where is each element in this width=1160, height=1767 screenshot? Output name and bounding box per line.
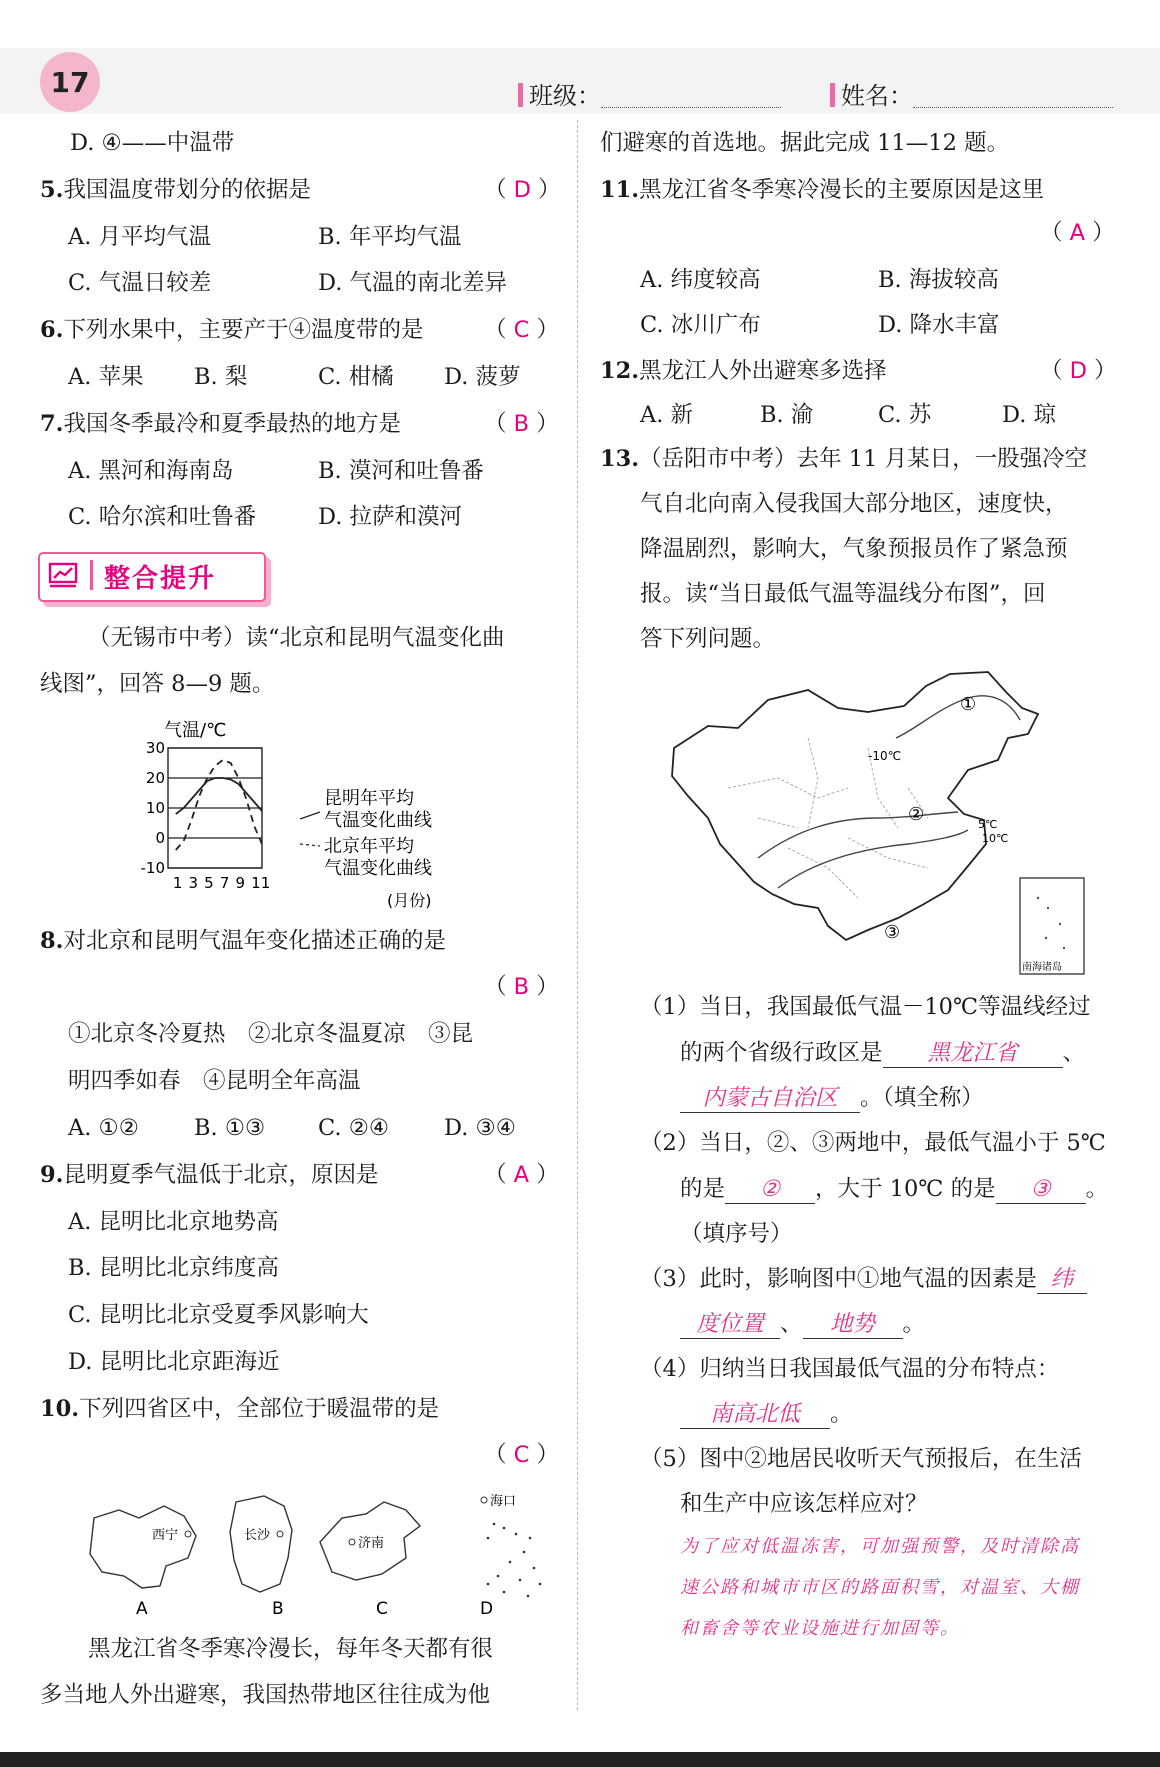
class-blank[interactable] [601, 87, 781, 108]
legend-kunming-line1: 昆明年平均 [324, 788, 414, 809]
q11-stem [600, 175, 1044, 205]
x-tick-label: 1 [172, 874, 183, 892]
q12-answer-bracket: （ D ） [1040, 358, 1117, 384]
q13-sub1-line1: （1）当日，我国最低气温－10℃等温线经过 [640, 994, 1091, 1020]
y-tick-label: 20 [145, 769, 165, 787]
q11-option-a: A. 纬度较高 [640, 267, 761, 293]
q8-stem [40, 926, 446, 956]
city-label-c: 济南 [358, 1536, 385, 1551]
q11-option-b: B. 海拔较高 [878, 267, 999, 293]
q10-stem [40, 1394, 439, 1424]
beijing-series-line [176, 760, 262, 850]
q13-sub5-answer-line1: 为了应对低温冻害，可加强预警，及时清除高 [680, 1536, 1080, 1557]
x-tick-label: 3 [188, 874, 199, 892]
province-map-b[interactable] [230, 1496, 292, 1619]
q8-answer-bracket: （ B ） [484, 974, 559, 1000]
q7-num: 7. [40, 411, 64, 437]
q13-sub2-line3: （填序号） [680, 1221, 793, 1247]
province-map-c[interactable] [320, 1502, 420, 1619]
q7-option-d: D. 拉萨和漠河 [318, 504, 463, 530]
map-letter-a: A [136, 1599, 148, 1619]
q13-sub2-blank2[interactable] [996, 1175, 1086, 1204]
q6-answer: C [513, 317, 530, 343]
q8-option-a: A. ①② [68, 1115, 139, 1141]
isotherm-label-5: 5℃ [978, 818, 998, 831]
temperature-chart [140, 716, 460, 916]
q13-sub2-line2 [680, 1174, 1108, 1204]
q13-sub2-answer2: ③ [1030, 1176, 1051, 1202]
city-marker-a [185, 1531, 191, 1537]
q13-sub5-line2: 和生产中应该怎样应对？ [680, 1491, 928, 1517]
legend-beijing-line2: 气温变化曲线 [324, 858, 432, 879]
q7-stem [40, 409, 401, 439]
q11-option-c: C. 冰川广布 [640, 312, 761, 338]
q8-text: 对北京和昆明气温年变化描述正确的是 [63, 928, 447, 954]
q7-answer: B [513, 411, 530, 437]
q13-sub1-answer1: 黑龙江省 [927, 1040, 1018, 1066]
map-letter-b: B [272, 1599, 284, 1619]
province-map-a[interactable] [90, 1506, 196, 1619]
china-outline [672, 672, 1038, 940]
class-bar [518, 83, 523, 107]
name-field[interactable] [830, 76, 1113, 111]
q13-sub1-blank1[interactable] [883, 1039, 1063, 1068]
q13-sub4-line2 [680, 1399, 853, 1429]
q13-num: 13. [600, 446, 640, 472]
q4-option-d: D. ④——中温带 [70, 130, 235, 156]
q8-option-b: B. ①③ [194, 1115, 266, 1141]
q13-sub2-mid: ，大于 10℃ 的是 [815, 1176, 996, 1202]
x-tick-label: 9 [235, 874, 246, 892]
q13-sub2-line1: （2）当日，②、③两地中，最低气温小于 5℃ [640, 1130, 1106, 1156]
q13-sub3-answer1b: 度位置 [696, 1311, 764, 1337]
q13-sub5-answer-line2: 速公路和城市市区的路面积雪，对温室、大棚 [680, 1577, 1080, 1598]
beijing-legend-leader [300, 844, 320, 846]
q13-sub3-blank1a[interactable] [1037, 1265, 1087, 1294]
q13-sub2-blank1[interactable] [725, 1175, 815, 1204]
q13-sub4-answer: 南高北低 [709, 1401, 800, 1427]
q13-line2: 气自北向南入侵我国大部分地区，速度快， [640, 491, 1068, 517]
q6-answer-bracket: （ C ） [484, 317, 560, 343]
q10-num: 10. [40, 1396, 80, 1422]
q6-option-b: B. 梨 [194, 364, 248, 390]
q6-option-c: C. 柑橘 [318, 364, 394, 390]
column-divider [577, 120, 578, 1710]
q5-num: 5. [40, 177, 64, 203]
china-isotherm-map [668, 668, 1092, 980]
q13-sub5-line1: （5）图中②地居民收听天气预报后，在生活 [640, 1446, 1082, 1472]
q9-answer: A [513, 1162, 530, 1188]
chart-xlabel: (月份) [387, 891, 432, 910]
passage-line1: 黑龙江省冬季寒冷漫长，每年冬天都有很 [88, 1636, 494, 1662]
q13-sub5-answer-line3: 和畜舍等农业设施进行加固等。 [680, 1618, 960, 1639]
q10-answer-bracket: （ C ） [484, 1442, 560, 1468]
q13-sub1-blank2[interactable] [680, 1084, 860, 1113]
q13-sub1-line2 [680, 1038, 1085, 1068]
x-tick-label: 11 [251, 874, 271, 892]
q13-sub3-sep: 、 [780, 1311, 803, 1337]
q8-answer: B [513, 974, 530, 1000]
q11-answer: A [1069, 220, 1086, 246]
y-tick-label: 0 [155, 829, 165, 847]
map-letter-c: C [376, 1599, 388, 1619]
q5-stem [40, 175, 311, 205]
q13-line5: 答下列问题。 [640, 626, 776, 652]
q8-9-intro-line2: 线图”，回答 8—9 题。 [40, 671, 275, 697]
q7-option-a: A. 黑河和海南岛 [68, 458, 234, 484]
q10-answer: C [513, 1442, 530, 1468]
q8-items-line1: ①北京冬冷夏热 ②北京冬温夏凉 ③昆 [68, 1021, 474, 1047]
city-marker-b [277, 1531, 283, 1537]
q13-line3: 降温剧烈，影响大，气象预报员作了紧急预 [640, 536, 1068, 562]
isotherm-label-10: 10℃ [982, 832, 1009, 845]
q6-option-a: A. 苹果 [68, 364, 144, 390]
q5-text: 我国温度带划分的依据是 [63, 177, 312, 203]
q5-answer-bracket: （ D ） [484, 177, 561, 203]
q11-text: 黑龙江省冬季寒冷漫长的主要原因是这里 [639, 177, 1045, 203]
class-label: 班级： [529, 82, 601, 110]
chart-icon [48, 561, 78, 589]
q13-sub3-text: （3）此时，影响图中①地气温的因素是 [640, 1266, 1037, 1292]
section-banner [38, 552, 266, 602]
y-tick-label: 30 [145, 739, 165, 757]
q8-option-c: C. ②④ [318, 1115, 390, 1141]
q13-sub2-pre: 的是 [680, 1176, 726, 1202]
q13-sub2-end: 。 [1085, 1176, 1109, 1202]
banner-title: 整合提升 [104, 564, 217, 594]
q12-num: 12. [600, 358, 640, 384]
q13-sub1-line3 [680, 1083, 984, 1113]
q12-stem [600, 356, 887, 386]
x-tick-label: 7 [219, 874, 230, 892]
province-map-d[interactable] [480, 1494, 541, 1619]
q9-option-b: B. 昆明比北京纬度高 [68, 1255, 279, 1281]
q13-sub1-sep: 、 [1062, 1040, 1086, 1066]
class-field[interactable] [518, 76, 781, 111]
q13-line1 [600, 444, 1087, 474]
q12-text: 黑龙江人外出避寒多选择 [639, 358, 887, 384]
q13-sub3-blank1b[interactable] [680, 1310, 780, 1339]
q6-num: 6. [40, 317, 64, 343]
q9-text: 昆明夏季气温低于北京，原因是 [63, 1162, 379, 1188]
q5-option-c: C. 气温日较差 [68, 270, 212, 296]
q13-sub1-tail: 。（填全称） [860, 1085, 984, 1111]
q13-sub3-answer1a: 纬 [1050, 1266, 1074, 1292]
map-point-2: ② [908, 804, 925, 825]
q12-answer: D [1069, 358, 1087, 384]
city-label-b: 长沙 [244, 1528, 271, 1543]
q9-option-a: A. 昆明比北京地势高 [68, 1209, 279, 1235]
q6-option-d: D. 菠萝 [444, 364, 521, 390]
province-maps [84, 1488, 564, 1618]
q10-text: 下列四省区中，全部位于暖温带的是 [79, 1396, 440, 1422]
south-sea-inset [1020, 878, 1084, 974]
q7-answer-bracket: （ B ） [484, 411, 559, 437]
q11-num: 11. [600, 177, 640, 203]
q13-sub3-answer2: 地势 [830, 1311, 876, 1337]
q12-option-c: C. 苏 [878, 402, 932, 428]
q5-answer: D [513, 177, 531, 203]
q13-line4: 报。读“当日最低气温等温线分布图”，回 [640, 581, 1046, 607]
q12-option-d: D. 琼 [1002, 402, 1057, 428]
q13-sub1-prefix: 的两个省级行政区是 [680, 1040, 883, 1066]
q13-sub1-answer2: 内蒙古自治区 [702, 1085, 838, 1111]
q7-option-b: B. 漠河和吐鲁番 [318, 458, 484, 484]
q13-text1: （岳阳市中考）去年 11 月某日，一股强冷空 [639, 446, 1088, 472]
passage-tail: 们避寒的首选地。据此完成 11—12 题。 [600, 130, 1010, 156]
q13-sub3-line2 [680, 1309, 925, 1339]
q7-option-c: C. 哈尔滨和吐鲁番 [68, 504, 257, 530]
legend-kunming-line2: 气温变化曲线 [324, 810, 432, 831]
q5-option-a: A. 月平均气温 [68, 224, 212, 250]
y-tick-label: -10 [140, 859, 165, 877]
bottom-edge-bar [0, 1752, 1160, 1767]
q12-option-a: A. 新 [640, 402, 694, 428]
banner-separator [90, 560, 93, 590]
q13-sub2-answer1: ② [759, 1176, 781, 1202]
q13-sub3-blank2[interactable] [803, 1310, 903, 1339]
map-letter-d: D [480, 1599, 494, 1619]
q6-stem [40, 315, 424, 345]
y-tick-label: 10 [145, 799, 165, 817]
name-bar [830, 83, 835, 107]
city-marker-d [481, 1497, 487, 1503]
passage-line2: 多当地人外出避寒，我国热带地区往往成为他 [40, 1682, 491, 1708]
legend-beijing-line1: 北京年平均 [324, 836, 414, 857]
q13-sub3-end: 。 [902, 1311, 926, 1337]
map-point-1: ① [960, 694, 977, 715]
city-label-d: 海口 [490, 1494, 517, 1509]
q9-stem [40, 1160, 379, 1190]
q9-answer-bracket: （ A ） [484, 1162, 559, 1188]
city-marker-c [349, 1539, 355, 1545]
inset-label: 南海诸岛 [1022, 962, 1062, 973]
isotherm-label-neg10: -10℃ [868, 749, 902, 763]
map-point-3: ③ [884, 922, 901, 943]
name-label: 姓名： [841, 82, 913, 110]
q9-option-d: D. 昆明比北京距海近 [68, 1349, 280, 1375]
q7-text: 我国冬季最冷和夏季最热的地方是 [63, 411, 402, 437]
q11-option-d: D. 降水丰富 [878, 312, 1000, 338]
q13-sub3-line1 [640, 1264, 1087, 1294]
kunming-legend-leader [300, 812, 320, 819]
q13-sub4-line1: （4）归纳当日我国最低气温的分布特点： [640, 1356, 1060, 1382]
q12-option-b: B. 渝 [760, 402, 814, 428]
page-number-badge: 17 [40, 52, 100, 112]
x-tick-label: 5 [204, 874, 214, 892]
q13-sub4-blank[interactable] [680, 1400, 830, 1429]
q6-text: 下列水果中，主要产于④温度带的是 [63, 317, 424, 343]
q8-option-d: D. ③④ [444, 1115, 516, 1141]
q5-option-b: B. 年平均气温 [318, 224, 462, 250]
q8-num: 8. [40, 928, 64, 954]
q13-sub4-end: 。 [830, 1401, 853, 1427]
chart-ylabel: 气温/℃ [164, 720, 227, 741]
q9-num: 9. [40, 1162, 64, 1188]
name-blank[interactable] [913, 87, 1113, 108]
q9-option-c: C. 昆明比北京受夏季风影响大 [68, 1302, 369, 1328]
q5-option-d: D. 气温的南北差异 [318, 270, 508, 296]
q11-answer-bracket: （ A ） [1040, 220, 1115, 246]
city-label-a: 西宁 [152, 1528, 179, 1543]
q8-items-line2: 明四季如春 ④昆明全年高温 [68, 1068, 361, 1094]
q8-9-intro-line1: （无锡市中考）读“北京和昆明气温变化曲 [88, 625, 505, 651]
